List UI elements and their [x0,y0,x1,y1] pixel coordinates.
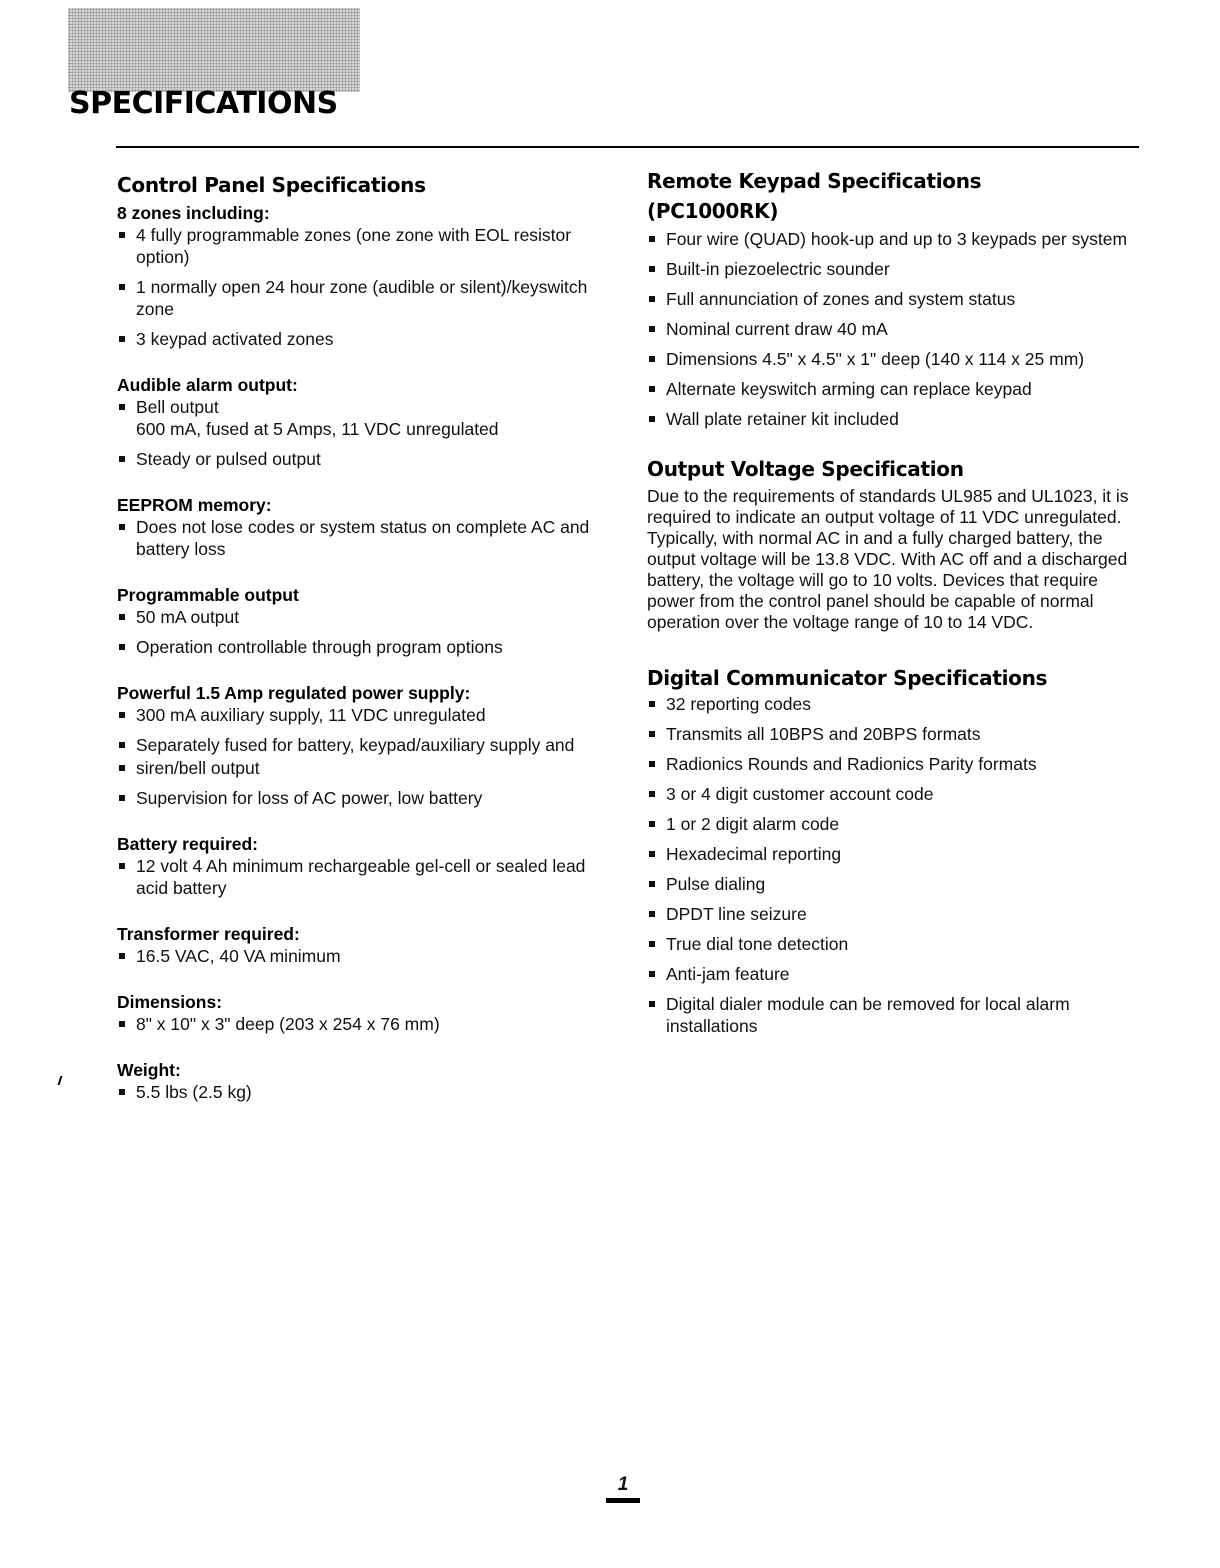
list-item-text: Bell output [136,397,219,417]
list-item: 12 volt 4 Ah minimum rechargeable gel-cell or sealed lead acid battery [117,855,617,899]
list-item: 50 mA output [117,606,617,628]
power-supply-block [117,682,617,809]
list-item: Steady or pulsed output [117,448,617,470]
list-item: Anti-jam feature [647,963,1147,985]
list-item: Alternate keyswitch arming can replace keypad [647,378,1147,400]
audible-alarm-block [117,374,617,470]
list-item: Pulse dialing [647,873,1147,895]
list-item: 300 mA auxiliary supply, 11 VDC unregulated [117,704,617,726]
list-item: Does not lose codes or system status on complete AC and battery loss [117,516,617,560]
title-rule [116,146,1139,148]
programmable-output-list [117,606,617,658]
audible-alarm-list [117,396,617,470]
page-number-bar [606,1498,640,1503]
programmable-output-block [117,584,617,658]
digital-communicator-block [647,663,1147,1037]
page-number: 1 [617,1474,629,1495]
header-shade-block [68,8,360,92]
list-item: 1 or 2 digit alarm code [647,813,1147,835]
zones-heading: 8 zones including: [117,203,270,223]
transformer-list [117,945,617,967]
power-supply-list [117,704,617,809]
output-voltage-body: Due to the requirements of standards UL985 and UL1023, it is required to indicate an output voltage of 11 VDC unregulated. Typically, with normal AC in and a fully charged battery, the output voltage will be 13.8 VDC. With AC off and a discharged battery, the voltage will go to 10 volts. Devices that require power from the control panel should be capable of normal operation over the voltage range of 10 to 14 VDC. [647,486,1129,632]
remote-keypad-list [647,228,1147,430]
list-item: 8" x 10" x 3" deep (203 x 254 x 76 mm) [117,1013,617,1035]
page-title: SPECIFICATIONS [69,86,338,121]
right-column [647,166,1147,1061]
list-item: Operation controllable through program options [117,636,617,658]
list-item: 32 reporting codes [647,693,1147,715]
list-item: Full annunciation of zones and system status [647,288,1147,310]
eeprom-list [117,516,617,560]
audible-alarm-heading: Audible alarm output: [117,375,298,395]
digital-communicator-title: Digital Communicator Specifications [647,666,1048,690]
list-item: Wall plate retainer kit included [647,408,1147,430]
control-panel-title: Control Panel Specifications [117,173,426,197]
list-item: siren/bell output [117,757,617,779]
output-voltage-block [647,454,1147,633]
weight-heading: Weight: [117,1060,181,1080]
list-item-continuation: 600 mA, fused at 5 Amps, 11 VDC unregulated [136,419,499,439]
digital-communicator-list [647,693,1147,1037]
list-item: Nominal current draw 40 mA [647,318,1147,340]
weight-block [117,1059,617,1103]
remote-keypad-block [647,166,1147,430]
list-item: Separately fused for battery, keypad/auxiliary supply and [117,734,617,756]
list-item: 3 keypad activated zones [117,328,617,350]
list-item: Four wire (QUAD) hook-up and up to 3 keypads per system [647,228,1147,250]
list-item: 4 fully programmable zones (one zone with EOL resistor option) [117,224,617,268]
left-column [117,170,617,1127]
list-item: DPDT line seizure [647,903,1147,925]
power-supply-heading: Powerful 1.5 Amp regulated power supply: [117,683,471,703]
list-item: Radionics Rounds and Radionics Parity formats [647,753,1147,775]
dimensions-block [117,991,617,1035]
weight-list [117,1081,617,1103]
list-item: 3 or 4 digit customer account code [647,783,1147,805]
list-item: True dial tone detection [647,933,1147,955]
list-item: Dimensions 4.5" x 4.5" x 1" deep (140 x 114 x 25 mm) [647,348,1147,370]
eeprom-heading: EEPROM memory: [117,495,272,515]
zones-block [117,202,617,350]
list-item [117,396,617,440]
remote-keypad-model: (PC1000RK) [647,199,779,223]
list-item: 5.5 lbs (2.5 kg) [117,1081,617,1103]
battery-list [117,855,617,899]
list-item: Built-in piezoelectric sounder [647,258,1147,280]
dimensions-list [117,1013,617,1035]
transformer-block [117,923,617,967]
list-item: Transmits all 10BPS and 20BPS formats [647,723,1147,745]
battery-heading: Battery required: [117,834,259,854]
list-item: Digital dialer module can be removed for local alarm installations [647,993,1147,1037]
transformer-heading: Transformer required: [117,924,300,944]
eeprom-block [117,494,617,560]
output-voltage-title: Output Voltage Specification [647,457,964,481]
page-footer [603,1474,643,1503]
list-item: 1 normally open 24 hour zone (audible or silent)/keyswitch zone [117,276,617,320]
list-item: 16.5 VAC, 40 VA minimum [117,945,617,967]
programmable-output-heading: Programmable output [117,585,299,605]
list-item: Hexadecimal reporting [647,843,1147,865]
zones-list [117,224,617,350]
remote-keypad-title: Remote Keypad Specifications [647,169,982,193]
battery-block [117,833,617,899]
stray-mark [58,1076,63,1085]
dimensions-heading: Dimensions: [117,992,223,1012]
list-item: Supervision for loss of AC power, low battery [117,787,617,809]
